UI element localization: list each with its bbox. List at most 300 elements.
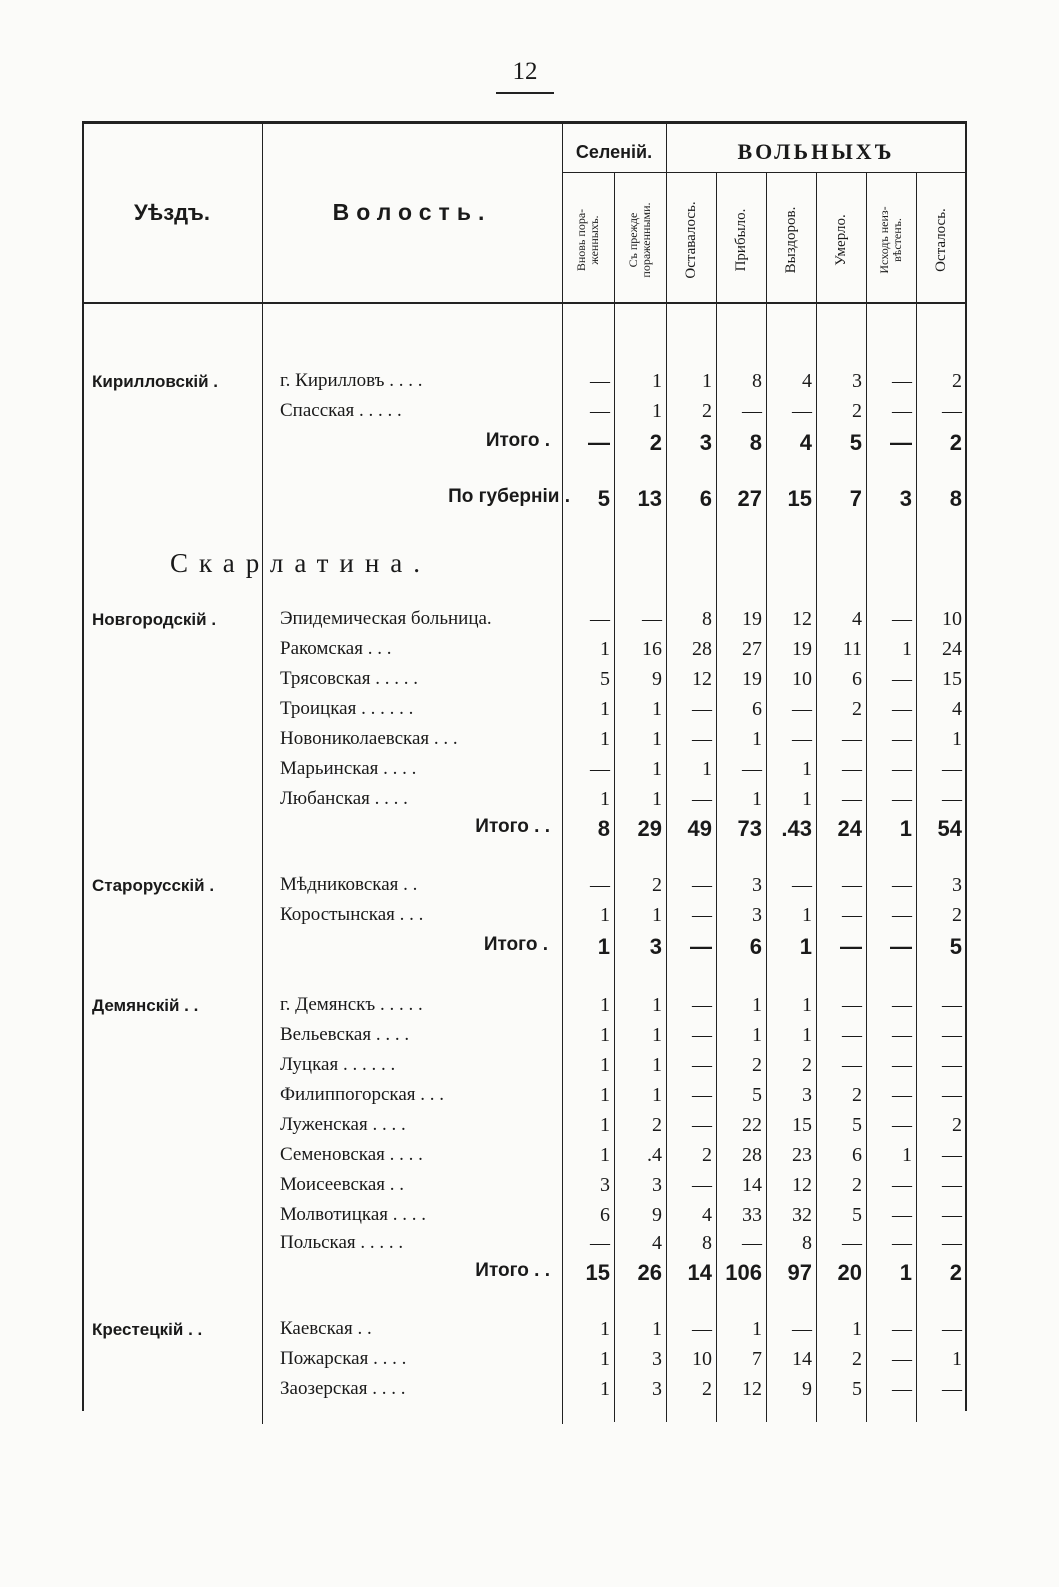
value-cell: 2 [649,430,662,455]
value-cell: — [890,934,912,959]
value-cell: 4 [652,1232,662,1254]
value-cell: 8 [949,486,962,511]
value-cell: 28 [742,1144,762,1166]
column-header-label: Осталось. [933,208,949,272]
value-cell: — [892,1174,912,1196]
value-cell: 14 [792,1348,812,1370]
value-cell: — [892,758,912,780]
value-cell: 3 [899,486,912,511]
value-cell: 3 [752,904,762,926]
value-cell: 4 [702,1204,712,1226]
value-cell: — [892,1024,912,1046]
value-cell: 24 [942,638,962,660]
value-cell: 2 [702,400,712,422]
table-row [0,398,1059,428]
value-cell: 5 [852,1378,862,1400]
value-cell: — [792,400,812,422]
column-header-label: Оставалось. [683,201,699,279]
value-cell: 15 [942,668,962,690]
value-cell: .43 [781,816,812,841]
value-cell: 29 [637,816,662,841]
volost-name: Эпидемическая больница. [280,608,492,629]
value-cell: 1 [600,788,610,810]
value-cell: 10 [692,1348,712,1370]
value-cell: 2 [852,698,862,720]
table-row [0,1022,1059,1052]
value-cell: 9 [802,1378,812,1400]
value-cell: 5 [849,430,862,455]
value-cell: 27 [742,638,762,660]
column-header [614,180,666,300]
value-cell: 1 [752,788,762,810]
column-header-label: Вновь пора- женныхъ. [574,208,601,272]
total-label: Итого . [483,934,548,955]
table-row [0,786,1059,816]
value-cell: — [892,994,912,1016]
value-cell: 3 [802,1084,812,1106]
volost-name: Вельевская . . . . [280,1024,410,1045]
volost-name: Луцкая . . . . . . [280,1054,396,1075]
value-cell: 1 [652,1024,662,1046]
value-cell: 16 [642,638,662,660]
total-row [0,814,1059,844]
value-cell: — [840,934,862,959]
value-cell: 1 [600,638,610,660]
total-row [0,484,1059,514]
value-cell: — [842,904,862,926]
volost-name: Марьинская . . . . [280,758,417,779]
value-cell: 1 [600,904,610,926]
value-cell: — [588,430,610,455]
value-cell: 6 [600,1204,610,1226]
value-cell: — [942,1318,962,1340]
value-cell: — [590,874,610,896]
value-cell: — [692,904,712,926]
value-cell: 8 [702,608,712,630]
value-cell: 2 [952,370,962,392]
table-row [0,1202,1059,1232]
uezd-name: Новгородскій . [92,610,217,629]
value-cell: — [590,1232,610,1254]
value-cell: 1 [600,1144,610,1166]
volost-name: Моисеевская . . [280,1174,405,1195]
column-header-label: Прибыло. [733,208,749,272]
value-cell: — [742,758,762,780]
total-label: По губерніи . [448,486,570,507]
value-cell: — [892,1054,912,1076]
value-cell: — [692,788,712,810]
value-cell: — [792,1318,812,1340]
value-cell: — [692,874,712,896]
column-header [766,180,816,300]
value-cell: 6 [852,1144,862,1166]
column-header-label: Исходъ неиз- вѣстенъ. [877,206,904,274]
value-cell: — [942,994,962,1016]
column-header [562,180,614,300]
page-number-rule [496,92,554,94]
value-cell: 1 [652,728,662,750]
value-cell: 1 [652,994,662,1016]
volost-name: Филиппогорская . . . [280,1084,445,1105]
value-cell: 54 [937,816,962,841]
value-cell: — [942,1204,962,1226]
value-cell: — [642,608,662,630]
value-cell: 3 [752,874,762,896]
table-row [0,1316,1059,1346]
value-cell: 9 [652,1204,662,1226]
value-cell: 1 [902,638,912,660]
value-cell: — [690,934,712,959]
value-cell: 1 [902,1144,912,1166]
value-cell: — [590,370,610,392]
value-cell: — [942,1232,962,1254]
value-cell: 9 [652,668,662,690]
value-cell: 33 [742,1204,762,1226]
value-cell: — [692,1174,712,1196]
column-header-label: Съ прежде пораженными. [626,202,653,278]
volost-name: Мѣдниковская . . [280,874,418,895]
table-row [0,696,1059,726]
value-cell: — [792,874,812,896]
uezd-name: Старорусскій . [92,876,215,895]
value-cell: 2 [852,400,862,422]
header-bottom-rule [82,302,966,304]
value-cell: 97 [787,1260,812,1285]
value-cell: 4 [799,430,812,455]
value-cell: 1 [652,698,662,720]
value-cell: 15 [787,486,812,511]
value-cell: 3 [852,370,862,392]
value-cell: 20 [837,1260,862,1285]
value-cell: 27 [737,486,762,511]
table-row [0,1172,1059,1202]
value-cell: — [892,668,912,690]
total-row [0,428,1059,458]
value-cell: — [892,1204,912,1226]
value-cell: 1 [652,400,662,422]
value-cell: 5 [852,1114,862,1136]
table-row [0,368,1059,398]
header-bolnykh: ВОЛЬНЫХЪ [737,139,895,164]
value-cell: — [942,1174,962,1196]
table-row [0,636,1059,666]
value-cell: 1 [702,758,712,780]
value-cell: 1 [802,904,812,926]
value-cell: — [692,1084,712,1106]
value-cell: 3 [952,874,962,896]
value-cell: 8 [702,1232,712,1254]
column-header [916,180,966,300]
table-row [0,872,1059,902]
value-cell: 8 [802,1232,812,1254]
value-cell: 1 [600,1318,610,1340]
value-cell: 4 [802,370,812,392]
value-cell: 6 [852,668,862,690]
value-cell: 1 [752,728,762,750]
value-cell: — [792,728,812,750]
volost-name: г. Кирилловъ . . . . [280,370,423,391]
value-cell: 10 [942,608,962,630]
value-cell: 1 [802,1024,812,1046]
value-cell: — [692,1054,712,1076]
value-cell: 1 [652,1318,662,1340]
value-cell: — [692,1114,712,1136]
value-cell: 24 [837,816,862,841]
value-cell: — [892,1084,912,1106]
value-cell: 8 [597,816,610,841]
value-cell: 1 [600,1054,610,1076]
value-cell: 4 [952,698,962,720]
value-cell: 1 [652,788,662,810]
value-cell: 15 [585,1260,610,1285]
value-cell: — [842,1054,862,1076]
uezd-name: Кирилловскій . [92,372,219,391]
value-cell: 3 [649,934,662,959]
column-header [816,180,866,300]
volost-name: Троицкая . . . . . . [280,698,414,719]
volost-name: г. Демянскъ . . . . . [280,994,423,1015]
value-cell: 1 [652,758,662,780]
volost-name: Пожарская . . . . [280,1348,407,1369]
volost-name: Каевская . . [280,1318,372,1339]
value-cell: 49 [687,816,712,841]
value-cell: — [892,400,912,422]
value-cell: — [892,698,912,720]
value-cell: 1 [952,1348,962,1370]
value-cell: — [842,758,862,780]
value-cell: 32 [792,1204,812,1226]
value-cell: — [692,1024,712,1046]
value-cell: — [942,1378,962,1400]
value-cell: 1 [652,1054,662,1076]
value-cell: — [942,1024,962,1046]
volost-name: Ракомская . . . [280,638,392,659]
value-cell: 22 [742,1114,762,1136]
total-label: Итого . . [475,1260,550,1281]
column-header-label: Умерло. [833,214,849,266]
value-cell: 2 [852,1348,862,1370]
value-cell: — [890,430,912,455]
value-cell: 2 [852,1174,862,1196]
value-cell: — [590,758,610,780]
value-cell: 5 [597,486,610,511]
volost-name: Любанская . . . . [280,788,408,809]
value-cell: — [692,994,712,1016]
value-cell: — [942,1144,962,1166]
value-cell: — [842,1024,862,1046]
value-cell: 19 [792,638,812,660]
table-row [0,902,1059,932]
page-number: 12 [512,58,538,85]
value-cell: 1 [600,728,610,750]
value-cell: 10 [792,668,812,690]
value-cell: — [892,788,912,810]
value-cell: 8 [749,430,762,455]
value-cell: 7 [849,486,862,511]
value-cell: 1 [952,728,962,750]
table-row [0,1112,1059,1142]
value-cell: — [842,1232,862,1254]
total-row [0,932,1059,962]
value-cell: 6 [749,934,762,959]
value-cell: 6 [699,486,712,511]
value-cell: 1 [652,370,662,392]
table-row [0,1346,1059,1376]
value-cell: — [892,1232,912,1254]
value-cell: 2 [652,1114,662,1136]
volost-name: Заозерская . . . . [280,1378,406,1399]
volost-name: Новониколаевская . . . [280,728,458,749]
value-cell: — [742,1232,762,1254]
table-row [0,756,1059,786]
value-cell: 73 [737,816,762,841]
value-cell: — [692,1318,712,1340]
value-cell: 1 [600,1024,610,1046]
value-cell: 1 [600,1114,610,1136]
value-cell: 1 [802,788,812,810]
column-header [716,180,766,300]
total-label: Итого . [485,430,550,451]
table-row [0,1052,1059,1082]
value-cell: — [842,874,862,896]
value-cell: — [942,400,962,422]
value-cell: 1 [899,1260,912,1285]
header-uezd: Уѣздъ. [134,199,210,225]
value-cell: — [792,698,812,720]
section-title: Скарлатина. [170,548,432,578]
value-cell: 2 [702,1144,712,1166]
total-row [0,1258,1059,1288]
value-cell: 1 [702,370,712,392]
value-cell: 12 [792,608,812,630]
volost-name: Луженская . . . . [280,1114,406,1135]
value-cell: 2 [852,1084,862,1106]
value-cell: — [892,1114,912,1136]
value-cell: .4 [647,1144,662,1166]
value-cell: — [942,788,962,810]
value-cell: — [892,874,912,896]
volost-name: Семеновская . . . . [280,1144,423,1165]
column-header [866,180,916,300]
value-cell: 1 [802,994,812,1016]
value-cell: 1 [752,1024,762,1046]
value-cell: 106 [725,1260,762,1285]
value-cell: 1 [600,1378,610,1400]
value-cell: — [842,994,862,1016]
value-cell: 5 [852,1204,862,1226]
value-cell: 2 [702,1378,712,1400]
value-cell: 2 [952,1114,962,1136]
value-cell: 4 [852,608,862,630]
table-top-rule [82,121,966,124]
table-row [0,1082,1059,1112]
value-cell: 11 [842,638,862,660]
value-cell: 12 [792,1174,812,1196]
value-cell: 2 [949,1260,962,1285]
value-cell: 1 [597,934,610,959]
volost-name: Трясовская . . . . . [280,668,418,689]
value-cell: — [942,758,962,780]
value-cell: 3 [652,1348,662,1370]
uezd-name: Демянскій . . [92,996,199,1015]
value-cell: — [842,728,862,750]
value-cell: 2 [752,1054,762,1076]
volost-name: Спасская . . . . . [280,400,402,421]
value-cell: 1 [600,1084,610,1106]
value-cell: 1 [600,994,610,1016]
value-cell: 1 [652,904,662,926]
volost-name: Польская . . . . . [280,1232,404,1253]
value-cell: 1 [752,994,762,1016]
value-cell: — [892,608,912,630]
value-cell: — [892,1318,912,1340]
value-cell: 8 [752,370,762,392]
value-cell: — [942,1084,962,1106]
volost-name: Коростынская . . . [280,904,424,925]
value-cell: — [692,698,712,720]
table-row [0,726,1059,756]
value-cell: — [892,904,912,926]
value-cell: 3 [652,1378,662,1400]
value-cell: 2 [802,1054,812,1076]
value-cell: — [742,400,762,422]
uezd-name: Крестецкій . . [92,1320,203,1339]
value-cell: — [942,1054,962,1076]
value-cell: — [892,728,912,750]
value-cell: 1 [852,1318,862,1340]
value-cell: 14 [687,1260,712,1285]
column-header [666,180,716,300]
value-cell: 15 [792,1114,812,1136]
value-cell: 1 [652,1084,662,1106]
table-row [0,606,1059,636]
value-cell: — [590,608,610,630]
value-cell: 12 [692,668,712,690]
table-row [0,666,1059,696]
value-cell: 28 [692,638,712,660]
table-row [0,1142,1059,1172]
value-cell: — [590,400,610,422]
value-cell: 3 [600,1174,610,1196]
value-cell: 23 [792,1144,812,1166]
value-cell: 2 [652,874,662,896]
value-cell: 26 [637,1260,662,1285]
value-cell: 12 [742,1378,762,1400]
value-cell: — [892,1378,912,1400]
total-label: Итого . . [475,816,550,837]
value-cell: 1 [802,758,812,780]
value-cell: 13 [637,486,662,511]
table-row [0,1376,1059,1406]
value-cell: 1 [799,934,812,959]
value-cell: 3 [699,430,712,455]
column-header-label: Выздоров. [783,206,799,274]
value-cell: 14 [742,1174,762,1196]
table-row [0,1230,1059,1260]
value-cell: 5 [752,1084,762,1106]
value-cell: 1 [600,698,610,720]
value-cell: 19 [742,608,762,630]
value-cell: 6 [752,698,762,720]
value-cell: 5 [949,934,962,959]
value-cell: 7 [752,1348,762,1370]
table-row [0,992,1059,1022]
value-cell: — [692,728,712,750]
value-cell: 1 [600,1348,610,1370]
value-cell: 5 [600,668,610,690]
value-cell: 19 [742,668,762,690]
value-cell: — [892,370,912,392]
